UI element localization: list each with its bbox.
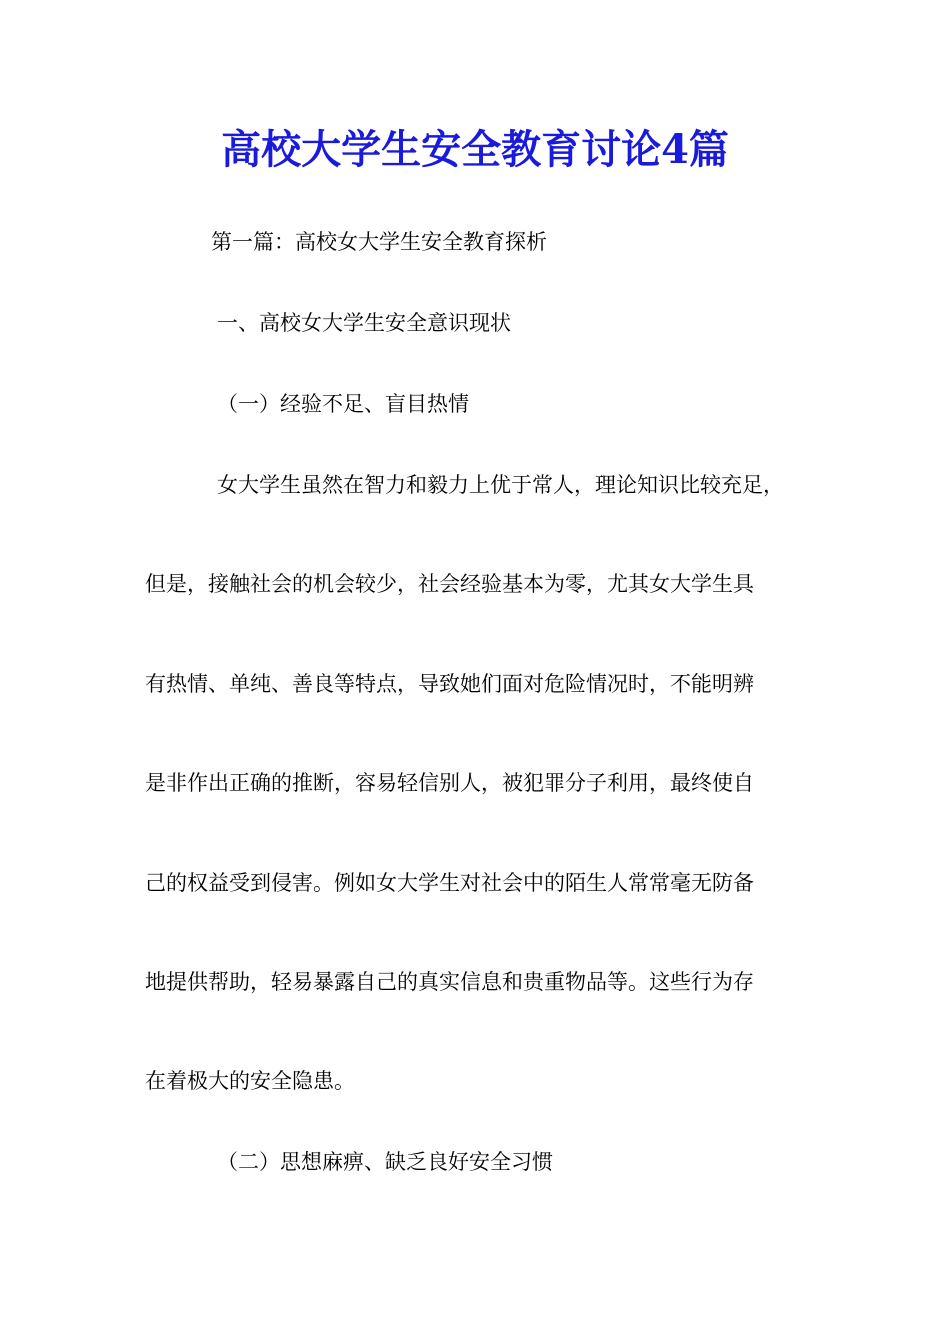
paragraph-line: 有热情、单纯、善良等特点，导致她们面对危险情况时，不能明辨	[145, 672, 754, 696]
subheading-1: （一）经验不足、盲目热情	[217, 392, 469, 416]
paragraph-line: 女大学生虽然在智力和毅力上优于常人，理论知识比较充足，	[217, 473, 784, 497]
document-title: 高校大学生安全教育讨论4篇	[221, 126, 729, 173]
subheading-2: （二）思想麻痹、缺乏良好安全习惯	[217, 1150, 553, 1174]
section-heading: 第一篇：高校女大学生安全教育探析	[211, 230, 547, 254]
paragraph-line: 但是，接触社会的机会较少，社会经验基本为零，尤其女大学生具	[145, 572, 754, 596]
paragraph-line: 是非作出正确的推断，容易轻信别人，被犯罪分子利用，最终使自	[145, 771, 754, 795]
paragraph-line: 在着极大的安全隐患。	[145, 1069, 355, 1093]
paragraph-line: 己的权益受到侵害。例如女大学生对社会中的陌生人常常毫无防备	[145, 871, 754, 895]
paragraph-line: 地提供帮助，轻易暴露自己的真实信息和贵重物品等。这些行为存	[145, 970, 754, 994]
part-heading: 一、高校女大学生安全意识现状	[217, 311, 511, 335]
